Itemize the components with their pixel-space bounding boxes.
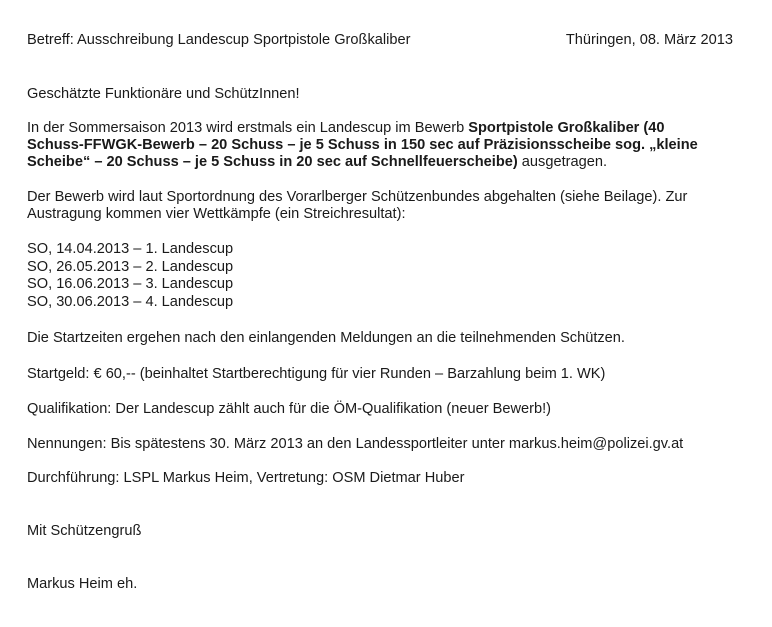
- intro-line-2-bold: Schuss-FFWGK-Bewerb – 20 Schuss – je 5 Schuss in 150 sec auf Präzisionsscheibe sog. „kleine: [27, 137, 698, 153]
- place-date: Thüringen, 08. März 2013: [565, 32, 733, 48]
- subject-line: Betreff: Ausschreibung Landescup Sportpistole Großkaliber: [27, 32, 411, 48]
- greeting: Geschätzte Funktionäre und SchützInnen!: [27, 86, 300, 102]
- date-item: SO, 16.06.2013 – 3. Landescup: [27, 276, 234, 292]
- organisation-text: Durchführung: LSPL Markus Heim, Vertretung: OSM Dietmar Huber: [27, 470, 465, 486]
- rules-line-1: Der Bewerb wird laut Sportordnung des Vorarlberger Schützenbundes abgehalten (siehe Beilage). Zur: [27, 189, 688, 205]
- signature-text: Markus Heim eh.: [27, 576, 138, 592]
- fee-text: Startgeld: € 60,-- (beinhaltet Startberechtigung für vier Runden – Barzahlung beim 1. WK): [27, 366, 606, 382]
- intro-line-1-text: In der Sommersaison 2013 wird erstmals ein Landescup im Bewerb: [27, 120, 469, 136]
- rules-line-2: Austragung kommen vier Wettkämpfe (ein Streichresultat):: [27, 206, 406, 222]
- date-item: SO, 26.05.2013 – 2. Landescup: [27, 259, 234, 275]
- intro-line-2: [27, 137, 698, 155]
- intro-line-3-text: ausgetragen.: [517, 154, 608, 170]
- closing-text: Mit Schützengruß: [27, 523, 142, 539]
- date-item: SO, 30.06.2013 – 4. Landescup: [27, 294, 234, 310]
- qualification-text: Qualifikation: Der Landescup zählt auch für die ÖM-Qualifikation (neuer Bewerb!): [27, 401, 552, 417]
- date-item: SO, 14.04.2013 – 1. Landescup: [27, 241, 234, 257]
- intro-line-3-bold: Scheibe“ – 20 Schuss – je 5 Schuss in 20 sec auf Schnellfeuerscheibe): [27, 154, 518, 170]
- intro-line-3: [27, 154, 607, 172]
- start-times-text: Die Startzeiten ergehen nach den einlangenden Meldungen an die teilnehmenden Schützen.: [27, 330, 625, 346]
- intro-line-1-bold: Sportpistole Großkaliber (40: [468, 120, 665, 136]
- intro-line-1: [27, 120, 665, 138]
- entries-text: Nennungen: Bis spätestens 30. März 2013 an den Landessportleiter unter markus.heim@polizei.gv.at: [27, 436, 684, 452]
